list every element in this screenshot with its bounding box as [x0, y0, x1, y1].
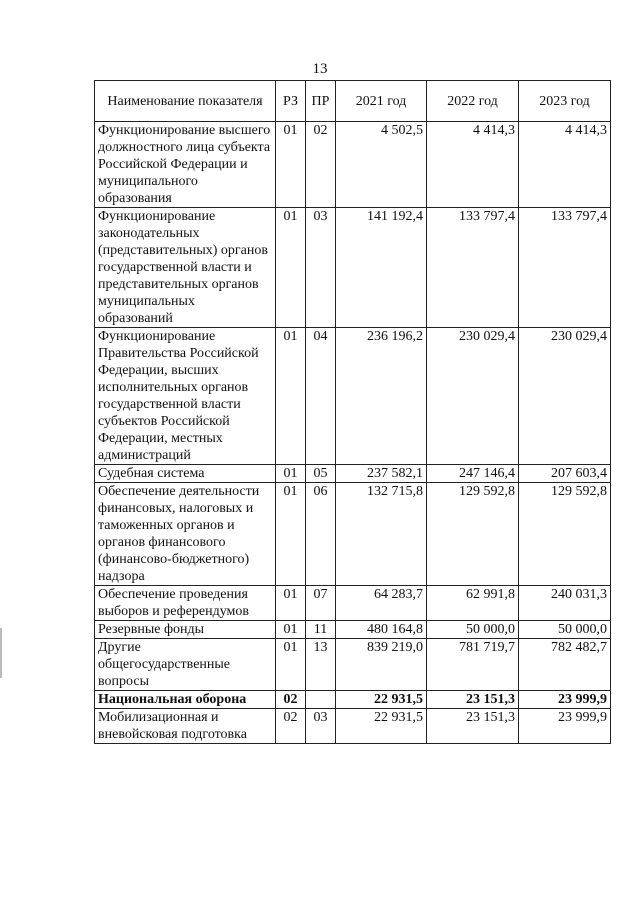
cell-2021: 22 931,5: [336, 691, 427, 709]
cell-rz: 01: [276, 122, 306, 208]
table-row: [95, 208, 611, 328]
column-header-2021: 2021 год: [336, 81, 427, 122]
cell-name: Резервные фонды: [95, 621, 276, 639]
table-body: [95, 122, 611, 744]
cell-2023: 23 999,9: [519, 691, 611, 709]
cell-pr: 03: [306, 709, 336, 744]
cell-2022: 129 592,8: [427, 483, 519, 586]
page-number: 13: [312, 61, 328, 77]
table-row: [95, 483, 611, 586]
cell-rz: 01: [276, 639, 306, 691]
column-header-2023: 2023 год: [519, 81, 611, 122]
cell-pr: 04: [306, 328, 336, 465]
cell-name: Мобилизационная и вневойсковая подготовка: [95, 709, 276, 744]
cell-name: Обеспечение деятельности финансовых, налоговых и таможенных органов и органов финансового (финансово-бюджетного) надзора: [95, 483, 276, 586]
cell-rz: 01: [276, 208, 306, 328]
cell-pr: 11: [306, 621, 336, 639]
cell-rz: 02: [276, 691, 306, 709]
cell-2021: 839 219,0: [336, 639, 427, 691]
column-header-rz: РЗ: [276, 81, 306, 122]
scan-edge-mark: [0, 628, 2, 678]
table-row: [95, 621, 611, 639]
cell-2021: 236 196,2: [336, 328, 427, 465]
cell-name: Национальная оборона: [95, 691, 276, 709]
column-header-pr: ПР: [306, 81, 336, 122]
table-row: [95, 586, 611, 621]
cell-2023: 207 603,4: [519, 465, 611, 483]
cell-2021: 64 283,7: [336, 586, 427, 621]
budget-table: [94, 80, 611, 744]
cell-2021: 4 502,5: [336, 122, 427, 208]
cell-2023: 50 000,0: [519, 621, 611, 639]
cell-2023: 129 592,8: [519, 483, 611, 586]
cell-2022: 133 797,4: [427, 208, 519, 328]
cell-2021: 132 715,8: [336, 483, 427, 586]
table-row: [95, 709, 611, 744]
cell-2022: 247 146,4: [427, 465, 519, 483]
cell-name: Функционирование высшего должностного лица субъекта Российской Федерации и муниципального образования: [95, 122, 276, 208]
cell-pr: 06: [306, 483, 336, 586]
cell-pr: 03: [306, 208, 336, 328]
column-header-name: Наименование показателя: [95, 81, 276, 122]
cell-2022: 62 991,8: [427, 586, 519, 621]
cell-rz: 01: [276, 483, 306, 586]
cell-rz: 01: [276, 621, 306, 639]
cell-rz: 01: [276, 586, 306, 621]
cell-rz: 01: [276, 465, 306, 483]
cell-2022: 4 414,3: [427, 122, 519, 208]
table-row: [95, 465, 611, 483]
cell-2023: 4 414,3: [519, 122, 611, 208]
cell-pr: 07: [306, 586, 336, 621]
cell-2021: 141 192,4: [336, 208, 427, 328]
cell-2023: 782 482,7: [519, 639, 611, 691]
cell-rz: 01: [276, 328, 306, 465]
cell-2022: 781 719,7: [427, 639, 519, 691]
cell-2022: 50 000,0: [427, 621, 519, 639]
table-header-row: [95, 81, 611, 122]
cell-2023: 240 031,3: [519, 586, 611, 621]
cell-name: Другие общегосударственные вопросы: [95, 639, 276, 691]
cell-pr: 02: [306, 122, 336, 208]
cell-name: Функционирование Правительства Российской Федерации, высших исполнительных органов государственной власти субъектов Российской Федерации, местных администраций: [95, 328, 276, 465]
cell-pr: 13: [306, 639, 336, 691]
table-row: [95, 328, 611, 465]
cell-name: Судебная система: [95, 465, 276, 483]
cell-2021: 22 931,5: [336, 709, 427, 744]
cell-2021: 237 582,1: [336, 465, 427, 483]
cell-2021: 480 164,8: [336, 621, 427, 639]
table-row: [95, 691, 611, 709]
cell-rz: 02: [276, 709, 306, 744]
cell-2022: 23 151,3: [427, 691, 519, 709]
table-row: [95, 639, 611, 691]
column-header-2022: 2022 год: [427, 81, 519, 122]
cell-2023: 133 797,4: [519, 208, 611, 328]
cell-2023: 230 029,4: [519, 328, 611, 465]
cell-2022: 23 151,3: [427, 709, 519, 744]
table-row: [95, 122, 611, 208]
cell-name: Обеспечение проведения выборов и референдумов: [95, 586, 276, 621]
cell-pr: [306, 691, 336, 709]
cell-name: Функционирование законодательных (представительных) органов государственной власти и представительных органов муниципальных образований: [95, 208, 276, 328]
cell-2023: 23 999,9: [519, 709, 611, 744]
cell-pr: 05: [306, 465, 336, 483]
cell-2022: 230 029,4: [427, 328, 519, 465]
